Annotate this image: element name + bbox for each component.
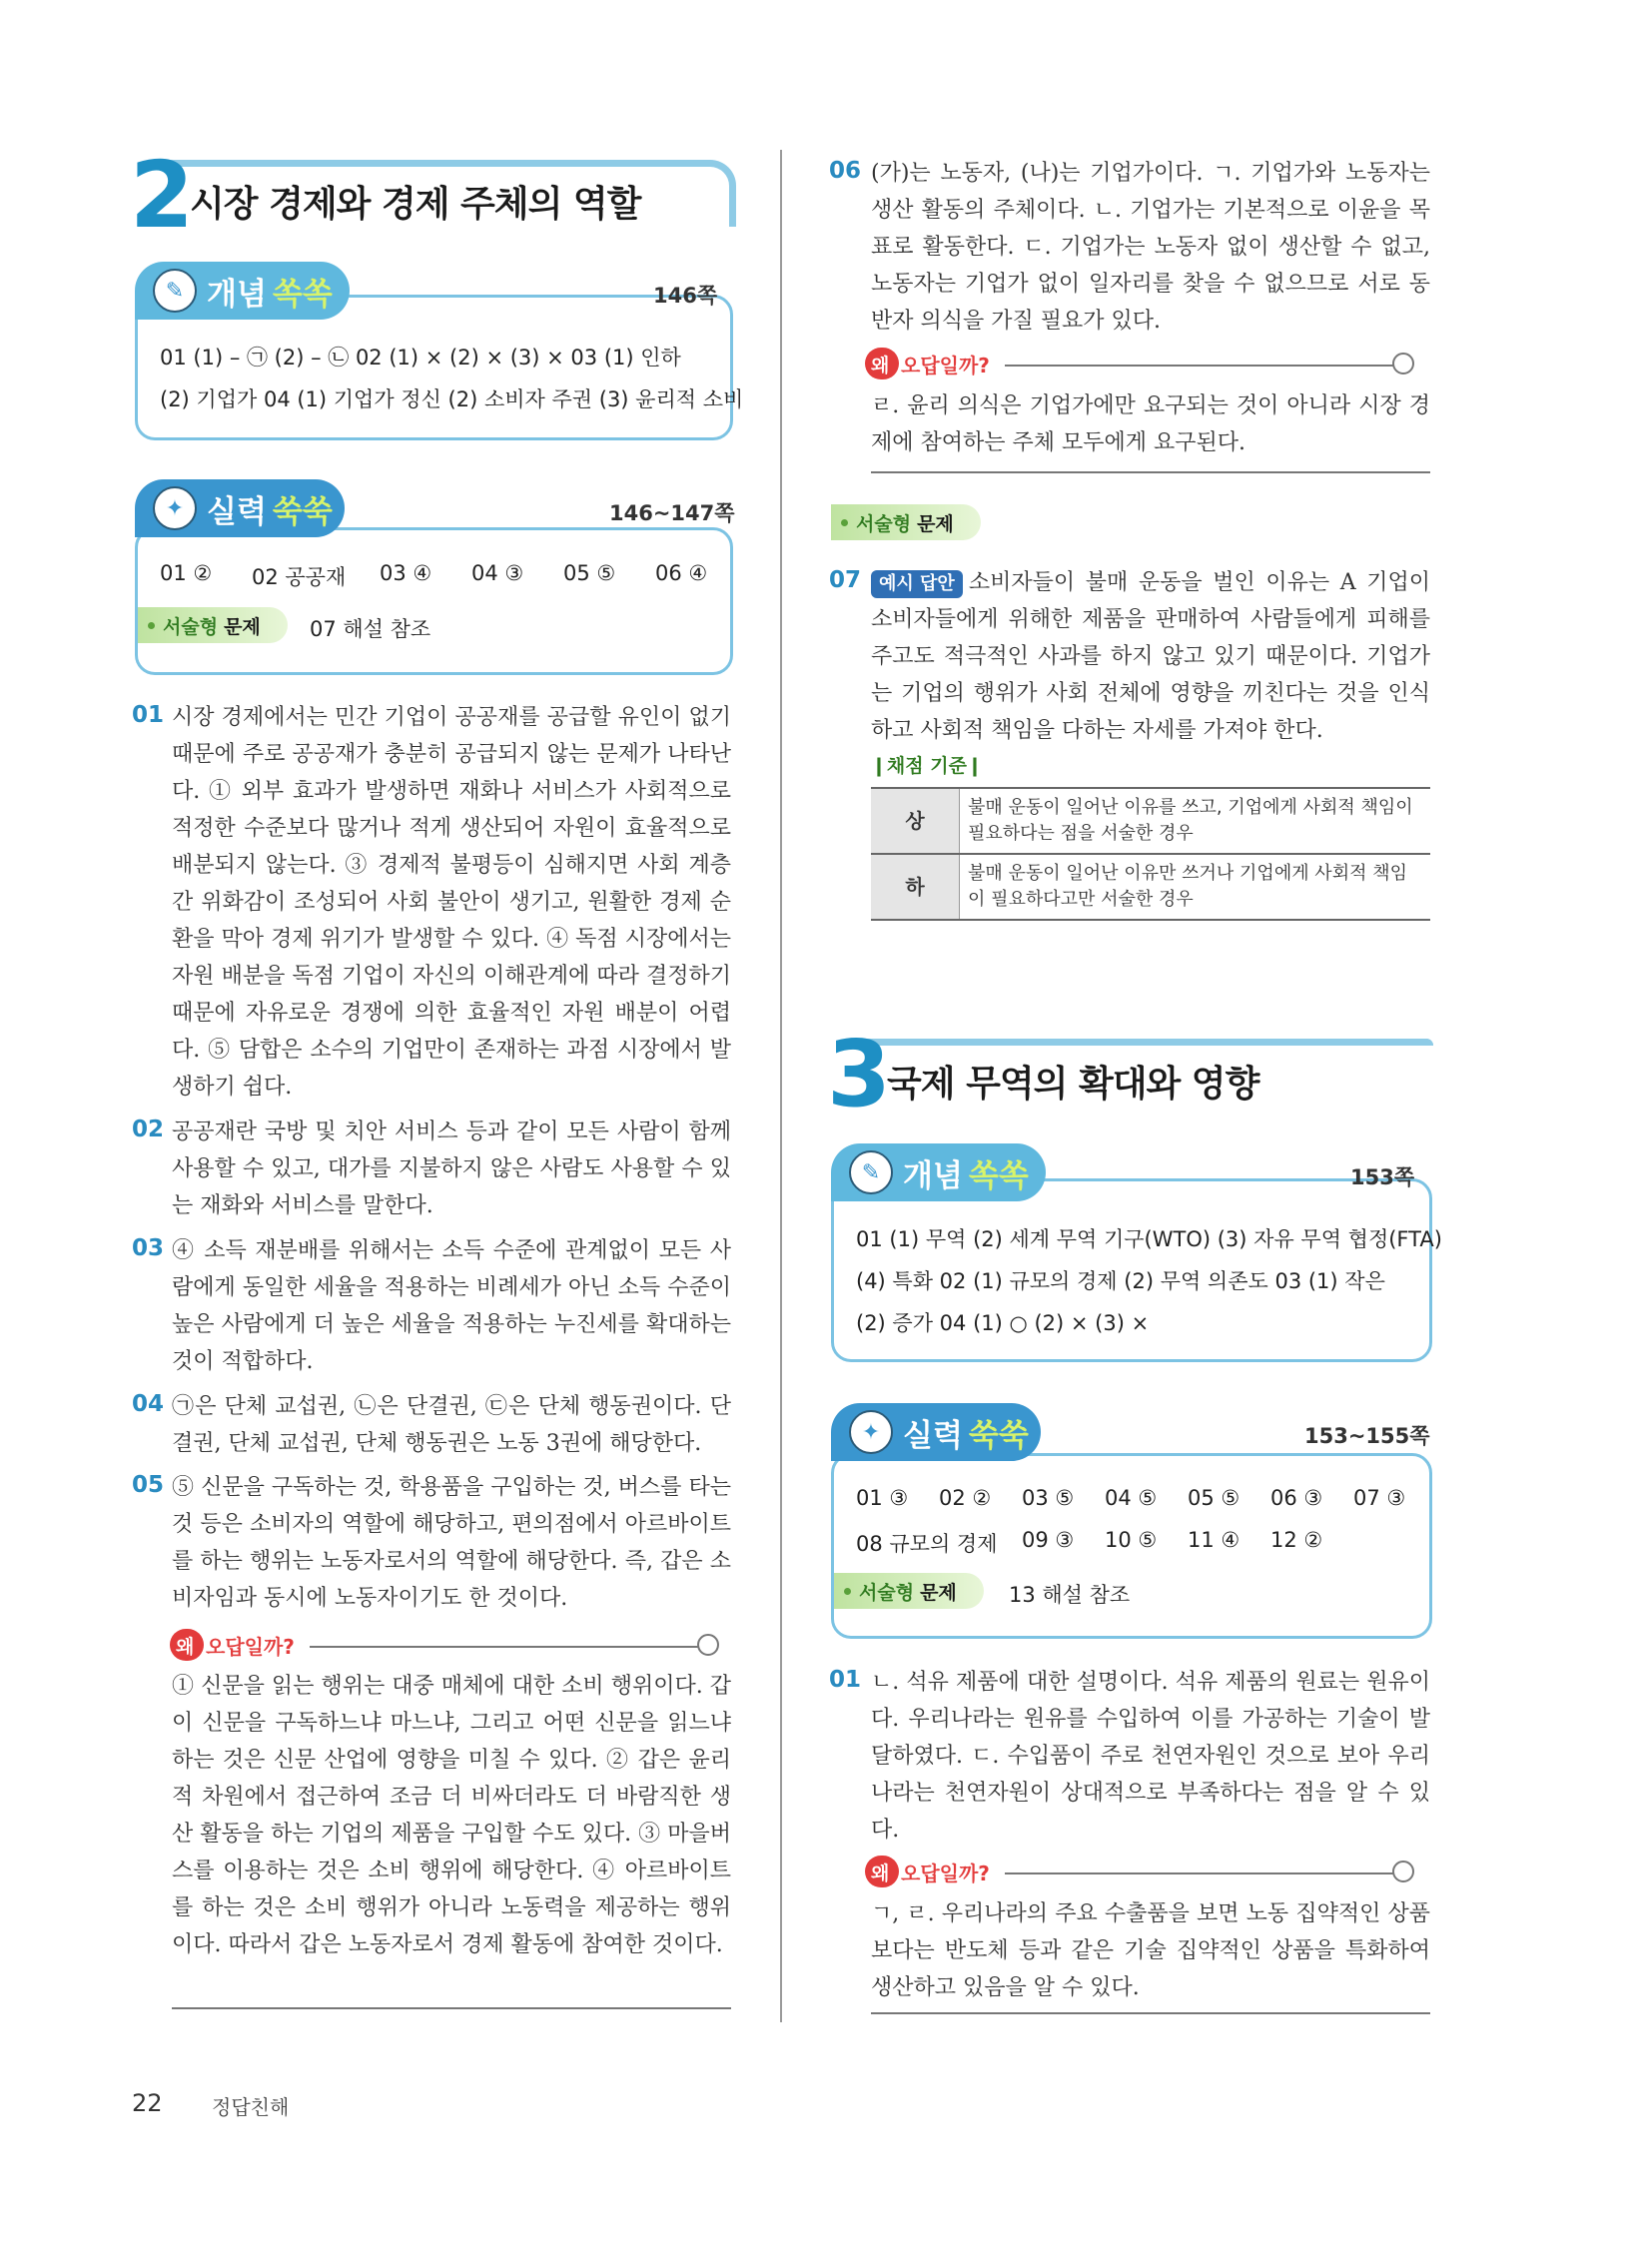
lightbulb-mascot-icon: ✦ — [849, 1410, 893, 1454]
explanation-text: (가)는 노동자, (나)는 기업가이다. ㄱ. 기업가와 노동자는 생산 활동의 주체이다. ㄴ. 기업가는 기본적으로 이윤을 목표로 활동한다. ㄷ. 기업가는 노동자 없이 생산할 수 없고, 노동자는 기업가 없이 일자리를 찾을 수 없으므로 서로 동반자 의식을 가질 필요가 있다. — [871, 161, 1430, 334]
wrong-explanation: ㄱ, ㄹ. 우리나라의 주요 수출품을 보면 노동 집약적인 상품보다는 반도체 등과 같은 기술 집약적인 상품을 특화하여 생산하고 있음을 알 수 있다. — [871, 1901, 1430, 2000]
skill-answer: 06 ③ — [1270, 1486, 1323, 1510]
descriptive-label: 서술형 — [163, 615, 219, 638]
criteria-label: ❙채점 기준❙ — [871, 755, 983, 777]
skill-tab-label: 실력 — [903, 1417, 963, 1454]
wrong-answer-header — [170, 1626, 734, 1664]
concept-row: 01 (1) 무역 (2) 세계 무역 기구(WTO) (3) 자유 무역 협정(FTA) — [856, 1227, 1442, 1251]
question-number: 02 — [132, 1117, 165, 1142]
descriptive-label2: 문제 — [920, 1581, 957, 1604]
skill-desc-answer: 07 해설 참조 — [310, 617, 431, 641]
wrong-endline — [871, 471, 1430, 473]
wrong-label2: 오답일까? — [901, 1862, 990, 1885]
skill-answer: 12 ② — [1270, 1528, 1323, 1552]
skill-answer: 04 ⑤ — [1105, 1486, 1158, 1510]
descriptive-badge — [834, 1573, 984, 1609]
skill-tab-3 — [831, 1403, 1041, 1461]
question-number: 06 — [829, 158, 862, 184]
wrong-rule — [1005, 365, 1394, 367]
skill-tab-label: 실력 — [207, 493, 267, 530]
criteria-row — [871, 854, 1430, 920]
skill-answer: 05 ⑤ — [563, 561, 616, 585]
wrong-rule — [1005, 1872, 1394, 1874]
criteria-table — [871, 787, 1430, 921]
skill-answer: 02 ② — [939, 1486, 992, 1510]
criteria-level: 하 — [871, 854, 960, 920]
section-3-frame — [867, 1039, 1433, 1046]
skill-answer: 07 ③ — [1353, 1486, 1406, 1510]
question-number: 03 — [132, 1235, 165, 1261]
descriptive-label2: 문제 — [224, 615, 261, 638]
wrong-endline — [871, 2012, 1430, 2014]
concept-tab-2 — [135, 262, 350, 320]
skill-desc-answer: 13 해설 참조 — [1009, 1583, 1131, 1607]
wrong-curl — [1392, 353, 1414, 374]
page-number: 22 — [132, 2089, 163, 2117]
concept-tab-label: 개념 — [207, 276, 267, 313]
skill-page-ref: 146~147쪽 — [609, 501, 735, 525]
descriptive-label2: 문제 — [917, 512, 954, 535]
skill-tab-label2: 쑥쑥 — [968, 1417, 1029, 1454]
pencil-mascot-icon: ✎ — [849, 1150, 893, 1194]
skill-answer: 05 ⑤ — [1188, 1486, 1240, 1510]
concept-tab-label2: 쏙쏙 — [272, 276, 333, 313]
wrong-answer-header — [865, 1853, 1429, 1890]
explanation-text: 시장 경제에서는 민간 기업이 공공재를 공급할 유인이 없기 때문에 주로 공공재가 충분히 공급되지 않는 문제가 나타난다. ① 외부 효과가 발생하면 재화나 서비스가 사회적으로 적정한 수준보다 많거나 적게 생산되어 자원이 효율적으로 배분되지 않는다. ③ 경제적 불평등이 심해지면 사회 계층 간 위화감이 조성되어 사회 불안이 생기고, 원활한 경제 순환을 막아 경제 위기가 발생할 수 있다. ④ 독점 시장에서는 자원 배분을 독점 기업이 자신의 이해관계에 따라 결정하기 때문에 자유로운 경쟁에 의한 효율적인 자원 배분이 어렵다. ⑤ 담합은 소수의 기업만이 존재하는 과점 시장에서 발생하기 쉽다. — [172, 705, 731, 1100]
wrong-label: 왜 — [176, 1635, 195, 1658]
section-2-number: 2 — [130, 142, 195, 249]
skill-tab-label2: 쑥쑥 — [272, 493, 333, 530]
question-number: 04 — [132, 1391, 165, 1417]
skill-box-2 — [135, 527, 733, 675]
question-number: 07 — [829, 567, 862, 593]
concept-row: (2) 기업가 04 (1) 기업가 정신 (2) 소비자 주권 (3) 윤리적 소비 — [160, 387, 744, 411]
footer-label: 정답친해 — [212, 2095, 290, 2119]
skill-answer: 01 ③ — [856, 1486, 909, 1510]
wrong-label: 왜 — [871, 1862, 890, 1884]
descriptive-badge — [138, 607, 288, 643]
column-divider — [780, 150, 782, 2022]
section-3-number: 3 — [827, 1021, 892, 1127]
wrong-curl — [697, 1634, 719, 1656]
criteria-row — [871, 788, 1430, 854]
concept-tab-label: 개념 — [903, 1157, 963, 1194]
concept-row: 01 (1) – ㉠ (2) – ㉡ 02 (1) × (2) × (3) × 03 (1) 인하 — [160, 346, 681, 370]
wrong-badge — [865, 1856, 899, 1887]
section-2-title: 시장 경제와 경제 주체의 역할 — [190, 184, 641, 225]
concept-row: (2) 증가 04 (1) ○ (2) × (3) × — [856, 1311, 1150, 1335]
wrong-explanation: ① 신문을 읽는 행위는 대중 매체에 대한 소비 행위이다. 갑이 신문을 구독하느냐 마느냐, 그리고 어떤 신문을 읽느냐 하는 것은 신문 산업에 영향을 미칠 수 있다. ② 갑은 윤리적 차원에서 접근하여 조금 더 비싸더라도 더 바람직한 생산 활동을 하는 기업의 제품을 구입할 수도 있다. ③ 마을버스를 이용하는 것은 소비 행위에 해당한다. ④ 아르바이트를 하는 것은 소비 행위가 아니라 노동력을 제공하는 행위이다. 따라서 갑은 노동자로서 경제 활동에 참여한 것이다. — [172, 1674, 731, 1957]
example-answer-text: 소비자들이 불매 운동을 벌인 이유는 A 기업이 소비자들에게 위해한 제품을 판매하여 사람들에게 피해를 주고도 적극적인 사과를 하지 않고 있기 때문이다. 기업가는 기업의 행위가 사회 전체에 영향을 끼친다는 것을 인식하고 사회적 책임을 다하는 자세를 가져야 한다. — [871, 570, 1430, 743]
section-3-title: 국제 무역의 확대와 영향 — [887, 1064, 1259, 1105]
skill-answer: 08 규모의 경제 — [856, 1532, 998, 1556]
explanation-text: ㄴ. 석유 제품에 대한 설명이다. 석유 제품의 원료는 원유이다. 우리나라는 원유를 수입하여 이를 가공하는 기술이 발달하였다. ㄷ. 수입품이 주로 천연자원인 것으로 보아 우리나라는 천연자원이 상대적으로 부족하다는 점을 알 수 있다. — [871, 1670, 1430, 1843]
example-answer-badge: 예시 답안 — [871, 570, 963, 598]
criteria-label-text: 채점 기준 — [886, 755, 967, 777]
skill-answer: 01 ② — [160, 561, 213, 585]
question-number: 01 — [829, 1667, 862, 1693]
explanation-text: ④ 소득 재분배를 위해서는 소득 수준에 관계없이 모든 사람에게 동일한 세율을 적용하는 비례세가 아닌 소득 수준이 높은 사람에게 더 높은 세율을 적용하는 누진세를 확대하는 것이 적합하다. — [172, 1238, 731, 1374]
skill-answer: 03 ⑤ — [1022, 1486, 1075, 1510]
wrong-label2: 오답일까? — [206, 1635, 295, 1659]
skill-answer: 02 공공재 — [252, 565, 347, 589]
skill-answer: 04 ③ — [471, 561, 524, 585]
wrong-badge — [170, 1629, 204, 1661]
skill-answer: 10 ⑤ — [1105, 1528, 1158, 1552]
skill-answer: 11 ④ — [1188, 1528, 1240, 1552]
question-number: 01 — [132, 702, 165, 728]
pencil-mascot-icon: ✎ — [153, 269, 197, 313]
question-number: 05 — [132, 1472, 165, 1498]
concept-tab-3 — [831, 1143, 1046, 1201]
skill-answer: 06 ④ — [655, 561, 708, 585]
concept-page-ref: 153쪽 — [1350, 1165, 1415, 1189]
wrong-label: 왜 — [871, 354, 890, 376]
explanation-text — [871, 564, 1430, 749]
concept-row: (4) 특화 02 (1) 규모의 경제 (2) 무역 의존도 03 (1) 작은 — [856, 1269, 1385, 1293]
wrong-curl — [1392, 1861, 1414, 1882]
criteria-desc: 불매 운동이 일어난 이유만 쓰거나 기업에게 사회적 책임이 필요하다고만 서술한 경우 — [960, 854, 1431, 920]
skill-tab-2 — [135, 479, 345, 537]
lightbulb-mascot-icon: ✦ — [153, 486, 197, 530]
wrong-rule — [310, 1646, 699, 1648]
explanation-text: 공공재란 국방 및 치안 서비스 등과 같이 모든 사람이 함께 사용할 수 있고, 대가를 지불하지 않은 사람도 사용할 수 있는 재화와 서비스를 말한다. — [172, 1120, 731, 1218]
criteria-level: 상 — [871, 788, 960, 854]
explanation-text: ⑤ 신문을 구독하는 것, 학용품을 구입하는 것, 버스를 타는 것 등은 소비자의 역할에 해당하고, 편의점에서 아르바이트를 하는 행위는 노동자로서의 역할에 해당한다. 즉, 갑은 소비자임과 동시에 노동자이기도 한 것이다. — [172, 1475, 731, 1611]
wrong-endline — [172, 2007, 731, 2009]
wrong-label2: 오답일까? — [901, 354, 990, 377]
skill-page-ref: 153~155쪽 — [1304, 1424, 1430, 1448]
descriptive-badge — [831, 504, 981, 540]
wrong-explanation: ㄹ. 윤리 의식은 기업가에만 요구되는 것이 아니라 시장 경제에 참여하는 주체 모두에게 요구된다. — [871, 393, 1430, 455]
descriptive-label: 서술형 — [856, 512, 912, 535]
skill-answer: 03 ④ — [380, 561, 432, 585]
concept-tab-label2: 쏙쏙 — [968, 1157, 1029, 1194]
wrong-badge — [865, 348, 899, 379]
criteria-desc: 불매 운동이 일어난 이유를 쓰고, 기업에게 사회적 책임이 필요하다는 점을 서술한 경우 — [960, 788, 1431, 854]
explanation-text: ㉠은 단체 교섭권, ㉡은 단결권, ㉢은 단체 행동권이다. 단결권, 단체 교섭권, 단체 행동권은 노동 3권에 해당한다. — [172, 1394, 731, 1456]
skill-answer: 09 ③ — [1022, 1528, 1075, 1552]
wrong-answer-header — [865, 345, 1429, 382]
concept-page-ref: 146쪽 — [653, 284, 718, 308]
descriptive-label: 서술형 — [859, 1581, 915, 1604]
